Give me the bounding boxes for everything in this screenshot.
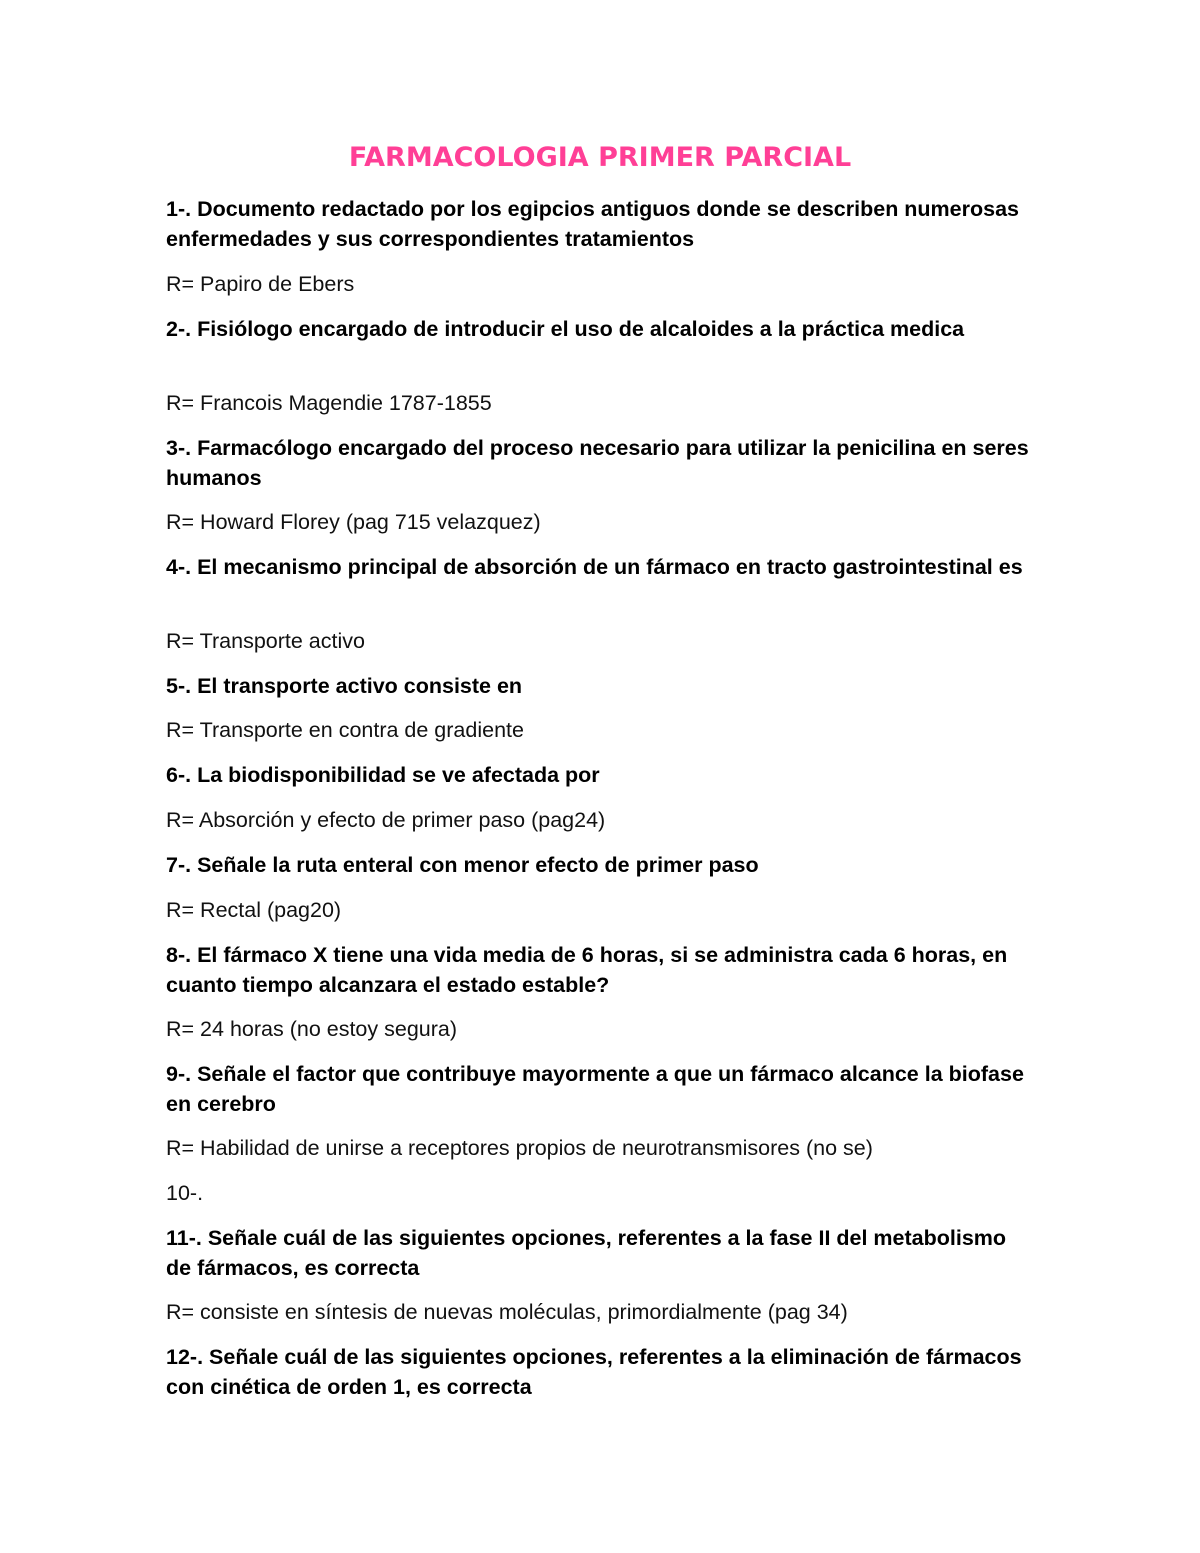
question-9: 9-. Señale el factor que contribuye mayormente a que un fármaco alcance la biofase en cerebro	[166, 1062, 1024, 1116]
answer-5: R= Transporte en contra de gradiente	[166, 718, 524, 742]
question-1: 1-. Documento redactado por los egipcios antiguos donde se describen numerosas enfermedades y sus correspondientes tratamientos	[166, 197, 1020, 251]
question-6: 6-. La biodisponibilidad se ve afectada por	[166, 763, 600, 787]
question-7: 7-. Señale la ruta enteral con menor efecto de primer paso	[166, 853, 759, 877]
answer-9: R= Habilidad de unirse a receptores propios de neurotransmisores (no se)	[166, 1136, 873, 1160]
answer-4: R= Transporte activo	[166, 629, 365, 653]
answer-3: R= Howard Florey (pag 715 velazquez)	[166, 510, 541, 534]
answer-8: R= 24 horas (no estoy segura)	[166, 1017, 458, 1041]
answer-1: R= Papiro de Ebers	[166, 272, 355, 296]
question-5: 5-. El transporte activo consiste en	[166, 674, 523, 698]
answer-2: R= Francois Magendie 1787-1855	[166, 391, 492, 415]
answer-6: R= Absorción y efecto de primer paso (pag24)	[166, 808, 606, 832]
question-4: 4-. El mecanismo principal de absorción de un fármaco en tracto gastrointestinal es	[166, 555, 1023, 579]
question-11: 11-. Señale cuál de las siguientes opciones, referentes a la fase II del metabolismo de fármacos, es correcta	[166, 1226, 1007, 1280]
question-8: 8-. El fármaco X tiene una vida media de 6 horas, si se administra cada 6 horas, en cuanto tiempo alcanzara el estado estable?	[166, 943, 1008, 997]
answer-7: R= Rectal (pag20)	[166, 898, 342, 922]
question-12: 12-. Señale cuál de las siguientes opciones, referentes a la eliminación de fármacos con cinética de orden 1, es correcta	[166, 1345, 1022, 1399]
question-2: 2-. Fisiólogo encargado de introducir el uso de alcaloides a la práctica medica	[166, 317, 965, 341]
answer-11: R= consiste en síntesis de nuevas moléculas, primordialmente (pag 34)	[166, 1300, 848, 1324]
question-3: 3-. Farmacólogo encargado del proceso necesario para utilizar la penicilina en seres humanos	[166, 436, 1029, 490]
item-10: 10-.	[166, 1181, 204, 1205]
page-title: FARMACOLOGIA PRIMER PARCIAL	[348, 142, 852, 173]
